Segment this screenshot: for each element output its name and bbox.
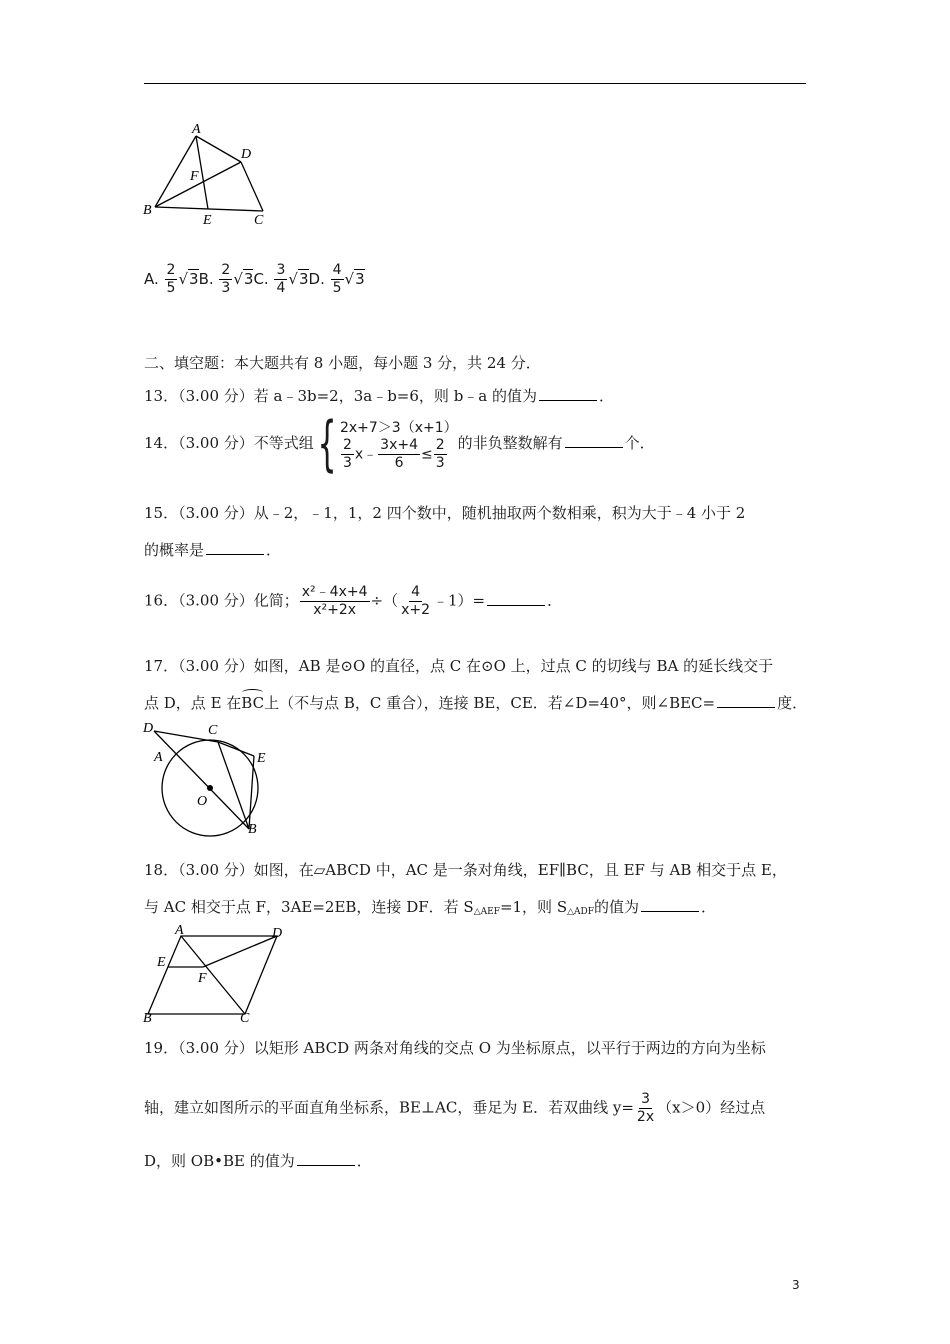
q16-div: ÷（	[370, 591, 399, 610]
option-c-fraction: $\frac{3}{4}$	[276, 262, 286, 296]
q16-end: ．	[547, 591, 563, 610]
q16-tail: ﹣1）=	[433, 591, 486, 610]
label-D: D	[272, 926, 283, 941]
question-19-line3	[144, 1150, 372, 1171]
label-F: F	[198, 971, 207, 986]
question-17-line2	[144, 692, 807, 713]
question-19-line2	[144, 1091, 765, 1126]
figure-quadrilateral	[140, 118, 280, 230]
question-13	[144, 385, 614, 406]
page-number: 3	[792, 1278, 800, 1292]
label-O: O	[197, 794, 208, 809]
question-16	[144, 584, 562, 619]
label-C: C	[208, 723, 218, 738]
subscript-adf: △ADF	[567, 907, 594, 917]
label-B: B	[248, 822, 257, 837]
label-E: E	[257, 751, 266, 766]
option-d-sqrt: √3	[344, 270, 365, 288]
label-F: F	[190, 169, 199, 184]
label-B: B	[143, 203, 152, 218]
q19-line2-a: 轴，建立如图所示的平面直角坐标系，BE⊥AC，垂足为 E．若双曲线 y=	[144, 1098, 634, 1117]
q18-end: ．	[701, 898, 717, 916]
answer-blank	[297, 1164, 355, 1166]
option-b-letter: B.	[198, 270, 214, 288]
figure-parallelogram	[140, 922, 300, 1026]
section-header: 二、填空题：本大题共有 8 小题，每小题 3 分，共 24 分．	[144, 354, 541, 372]
q18-line2-c: 的值为	[593, 898, 639, 916]
question-15-line2	[144, 539, 281, 560]
label-B: B	[143, 1011, 152, 1026]
q16-prefix: 16．（3.00 分）化简；	[144, 591, 299, 610]
option-d-fraction: $\frac{4}{5}$	[332, 262, 342, 296]
q16-fraction-1: $\frac{\text{x²﹣4x+4}}{\text{x²+2x}}$	[301, 584, 368, 618]
inequality-1: 2x+7＞3（x+1）	[339, 419, 458, 436]
q17-line2-b: 上（不与点 B，C 重合），连接 BE，CE．若∠D=40°，则∠BEC=	[264, 694, 716, 712]
label-E: E	[203, 213, 212, 228]
option-c-sqrt: √3	[288, 270, 309, 288]
answer-blank	[539, 399, 597, 401]
q13-text: 13．（3.00 分）若 a﹣3b=2，3a﹣b=6，则 b﹣a 的值为	[144, 387, 538, 405]
label-E: E	[157, 955, 166, 970]
answer-blank	[487, 604, 545, 606]
option-a-fraction: $\frac{2}{5}$	[166, 262, 176, 296]
question-14	[144, 409, 655, 479]
option-b-sqrt: √3	[233, 270, 254, 288]
option-c-letter: C.	[253, 270, 269, 288]
option-a-sqrt: √3	[178, 270, 199, 288]
label-A: A	[192, 122, 201, 137]
option-a-letter: A.	[144, 270, 159, 288]
left-brace: {	[317, 409, 337, 479]
figure-circle	[140, 718, 280, 838]
question-17-line1: 17．（3.00 分）如图，AB 是⊙O 的直径，点 C 在⊙O 上，过点 C 的切线与 BA 的延长线交于	[144, 657, 774, 675]
answer-blank	[641, 910, 699, 912]
q19-fraction: $\frac{3}{2x}$	[636, 1091, 655, 1125]
q18-line2-a: 与 AC 相交于点 F，3AE=2EB，连接 DF．若 S	[144, 898, 474, 916]
q15-text: 的概率是	[144, 541, 205, 559]
answer-blank	[565, 446, 623, 448]
q19-end: ．	[356, 1152, 372, 1170]
header-rule	[144, 83, 806, 84]
option-d-letter: D.	[308, 270, 325, 288]
q19-line3-text: D，则 OB•BE 的值为	[144, 1152, 295, 1170]
inequality-system	[340, 417, 458, 472]
label-C: C	[240, 1011, 250, 1026]
q19-line2-b: （x＞0）经过点	[657, 1098, 766, 1117]
q14-end: 个．	[624, 434, 655, 452]
label-C: C	[254, 213, 264, 228]
label-D: D	[241, 147, 252, 162]
q17-line2-a: 点 D，点 E 在	[144, 694, 242, 712]
label-A: A	[175, 923, 184, 938]
q14-prefix: 14．（3.00 分）不等式组	[144, 434, 314, 452]
q18-line2-b: =1，则 S	[499, 898, 568, 916]
answer-blank	[206, 553, 264, 555]
q16-fraction-2: $\frac{4}{x+2}$	[401, 584, 431, 618]
q17-end: 度．	[777, 694, 808, 712]
answer-blank	[717, 706, 775, 708]
subscript-aef: △AEF	[473, 907, 500, 917]
label-D: D	[143, 721, 154, 736]
arc-bc: BC	[241, 694, 265, 712]
label-A: A	[154, 750, 163, 765]
question-19-line1: 19．（3.00 分）以矩形 ABCD 两条对角线的交点 O 为坐标原点，以平行于两边的方向为坐标	[144, 1039, 766, 1057]
option-b-fraction: $\frac{2}{3}$	[221, 262, 231, 296]
question-18-line2	[144, 896, 716, 917]
question-18-line1: 18．（3.00 分）如图，在▱ABCD 中，AC 是一条对角线，EF∥BC，且 EF 与 AB 相交于点 E，	[144, 861, 787, 879]
q15-end: ．	[266, 541, 282, 559]
inequality-2: $\frac{2}{3}$ x﹣ $\frac{3x+4}{6}$ ≤ $\frac{2}{3}$	[342, 436, 445, 471]
question-15-line1: 15．（3.00 分）从﹣2，﹣1，1，2 四个数中，随机抽取两个数相乘，积为大于﹣4 小于 2	[144, 504, 746, 522]
q14-suffix: 的非负整数解有	[457, 434, 563, 452]
q13-end: ．	[599, 387, 615, 405]
q12-options	[144, 262, 365, 297]
